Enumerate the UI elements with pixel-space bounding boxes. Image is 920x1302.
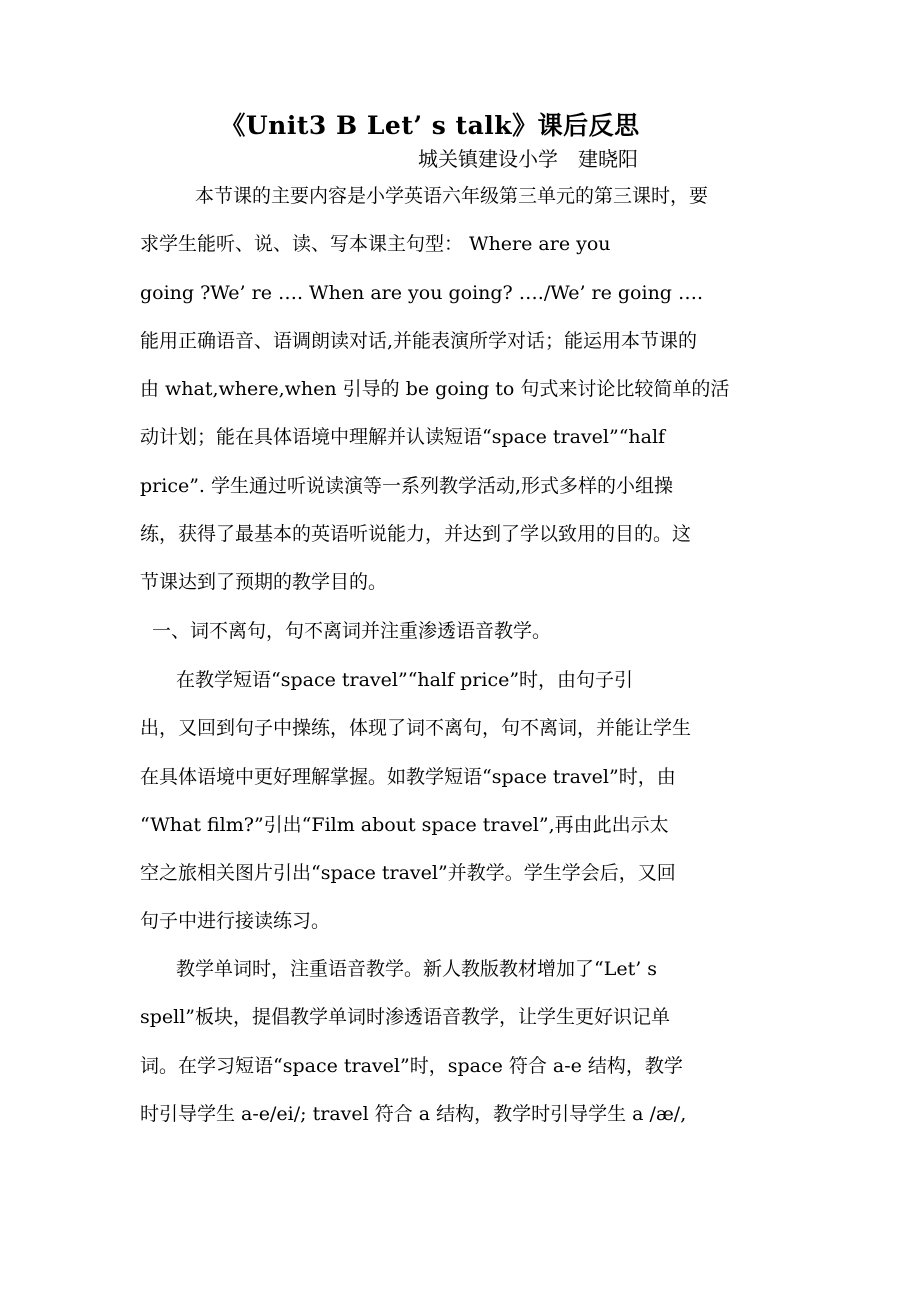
intro-paragraph (140, 172, 780, 607)
text-line: 由 what,where,when 引导的 be going to 句式来讨论比较简单的活 (140, 378, 730, 401)
paragraph-3 (140, 945, 780, 1138)
text-line: 节课达到了预期的教学目的。 (140, 571, 388, 594)
text-line: 词。在学习短语“space travel”时，space 符合 a-e 结构，教学 (140, 1054, 683, 1077)
text-line: spell”板块，提倡教学单词时渗透语音教学，让学生更好识记单 (140, 1006, 671, 1029)
author-byline (0, 142, 860, 176)
section-heading-block (140, 607, 780, 655)
text-line: “What film?”引出“Film about space travel”,再由此出示太 (140, 813, 669, 836)
text-line: 动计划；能在具体语境中理解并认读短语“space travel”“half (140, 426, 666, 449)
text-line: 在教学短语“space travel”“half price”时，由句子引 (176, 669, 634, 691)
author-name: 城关镇建设小学 建晓阳 (418, 147, 638, 171)
text-line: 教学单词时，注重语音教学。新人教版教材增加了“Let’ s (176, 958, 658, 980)
text-line: 本节课的主要内容是小学英语六年级第三单元的第三课时，要 (176, 185, 709, 207)
text-line: 句子中进行接读练习。 (140, 910, 331, 933)
text-line: 练，获得了最基本的英语听说能力，并达到了学以致用的目的。这 (140, 523, 692, 546)
text-line: price”. 学生通过听说读演等一系列教学活动,形式多样的小组操 (140, 474, 674, 497)
text-line: 空之旅相关图片引出“space travel”并教学。学生学会后，又回 (140, 862, 676, 885)
text-line: going ?We’ re …. When are you going? …./We’ re going …. (140, 281, 704, 304)
document-title: 《Unit3 B Let’ s talk》课后反思 (220, 111, 640, 140)
text-line: 能用正确语音、语调朗读对话,并能表演所学对话；能运用本节课的 (140, 329, 698, 352)
text-line: 求学生能听、说、读、写本课主句型： Where are you (140, 233, 611, 256)
paragraph-2 (140, 656, 780, 946)
section-heading: 一、词不离句，句不离词并注重渗透语音教学。 (152, 620, 552, 642)
text-line: 在具体语境中更好理解掌握。如教学短语“space travel”时，由 (140, 765, 676, 788)
text-line: 时引导学生 a-e/ei/; travel 符合 a 结构，教学时引导学生 a /æ/, (140, 1102, 687, 1125)
text-line: 出，又回到句子中操练，体现了词不离句，句不离词，并能让学生 (140, 717, 692, 740)
